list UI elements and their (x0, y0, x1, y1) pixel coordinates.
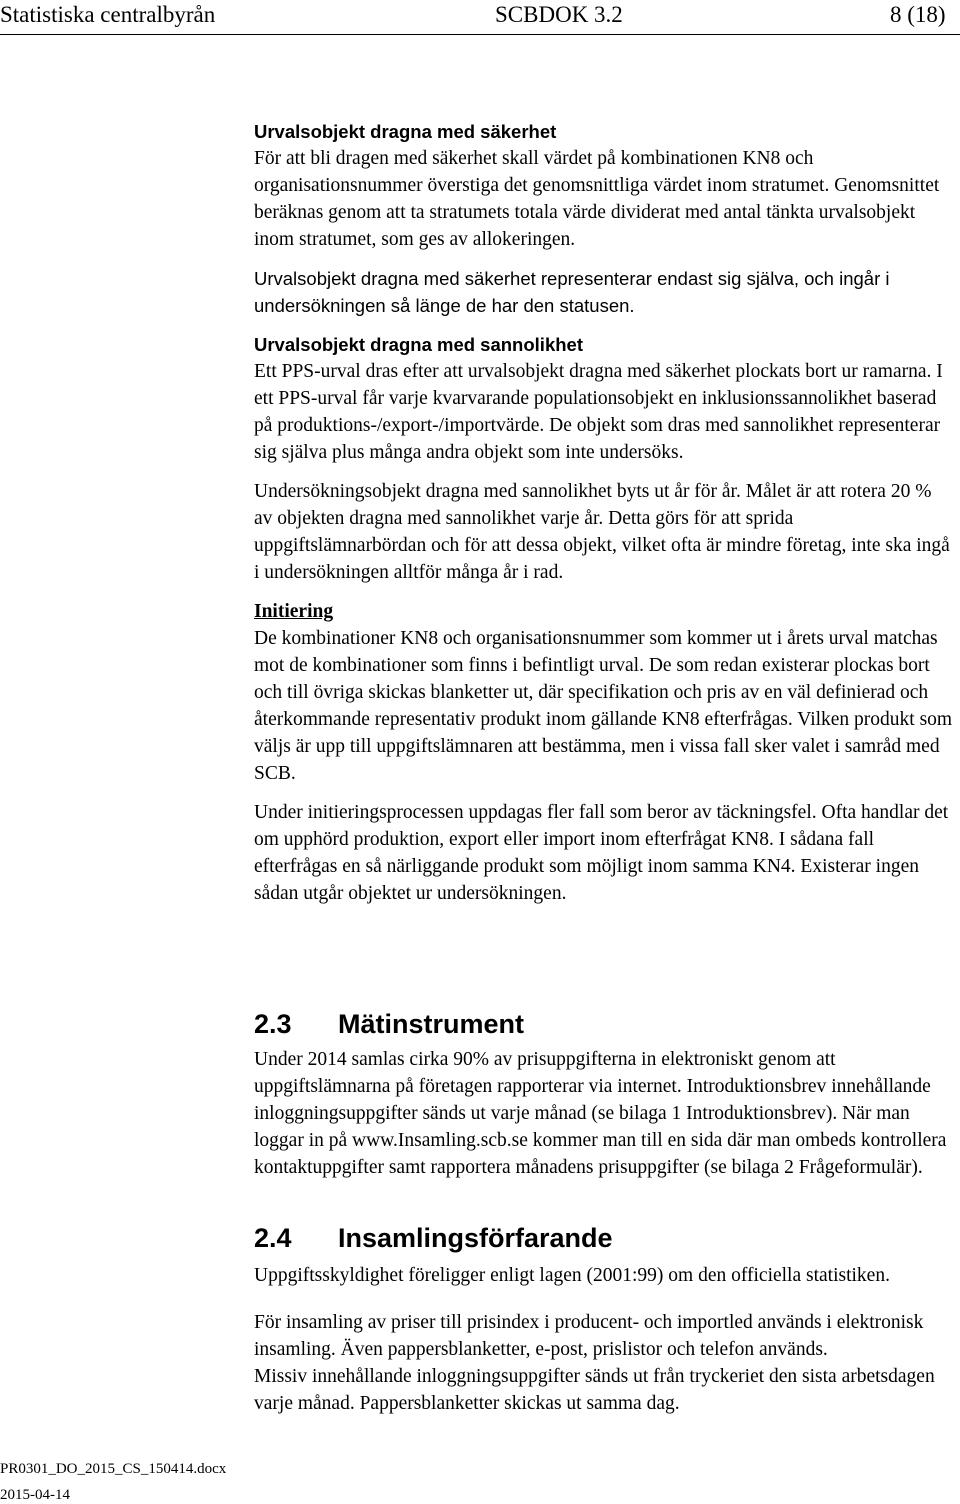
paragraph-sakerhet-2: Urvalsobjekt dragna med säkerhet representerar endast sig själva, och ingår i undersökningen så länge de har den statusen. (254, 268, 890, 316)
paragraph-initiering-1: De kombinationer KN8 och organisationsnummer som kommer ut i årets urval matchas mot de kombinationer som finns i befintligt urval. De som redan existerar plockas bort och till övriga skickas blanketter ut, där specifikation och pris av en väl definierad och återkommande representativ produkt inom gällande KN8 efterfrågas. Vilken produkt som väljs är upp till uppgiftslämnaren att bestämma, men i vissa fall sker valet i samråd med SCB. (254, 628, 953, 784)
heading-sakerhet: Urvalsobjekt dragna med säkerhet (254, 121, 557, 142)
header-organization: Statistiska centralbyrån (0, 2, 216, 27)
section-title: Mätinstrument (338, 1009, 525, 1039)
paragraph-initiering-2: Under initieringsprocessen uppdagas fler fall som beror av täckningsfel. Ofta handlar det om upphörd produktion, export eller import inom efterfrågat KN8. I sådana fall efterfrågas en så närliggande produkt som möjligt inom samma KN4. Existerar ingen sådan utgår objektet ur undersökningen. (254, 802, 949, 904)
paragraph-insamling-3: Missiv innehållande inloggningsuppgifter sänds ut från tryckeriet den sista arbetsdagen varje månad. Pappersblanketter skickas ut samma dag. (254, 1366, 935, 1414)
footer-date: 2015-04-14 (0, 1487, 70, 1503)
section-number: 2.4 (254, 1223, 292, 1253)
header-divider (0, 34, 960, 35)
heading-sannolikhet: Urvalsobjekt dragna med sannolikhet (254, 334, 583, 355)
paragraph-sannolikhet-2: Undersökningsobjekt dragna med sannolikhet byts ut år för år. Målet är att rotera 20 % av objekten dragna med sannolikhet varje år. Detta görs för att sprida uppgiftslämnarbördan och för att dessa objekt, vilket ofta är mindre företag, inte ska ingå i undersökningen alltför många år i rad. (254, 481, 950, 583)
header-page-number: 8 (18) (890, 2, 946, 27)
section-title: Insamlingsförfarande (338, 1223, 613, 1253)
section-2-4-body (254, 1262, 954, 1417)
paragraph-sakerhet-1: För att bli dragen med säkerhet skall värdet på kombinationen KN8 och organisationsnummer överstiga det genomsnittliga värdet inom stratumet. Genomsnittet beräknas genom att ta stratumets totala värde dividerat med antal tänkta urvalsobjekt inom stratumet, som ges av allokeringen. (254, 148, 940, 250)
section-2-3-body (254, 1046, 954, 1181)
body-text-block (254, 118, 954, 907)
paragraph-insamling-1: Uppgiftsskyldighet föreligger enligt lagen (2001:99) om den officiella statistiken. (254, 1265, 890, 1286)
footer-filename: PR0301_DO_2015_CS_150414.docx (0, 1461, 227, 1477)
heading-initiering: Initiering (254, 601, 334, 622)
paragraph-sannolikhet-1: Ett PPS-urval dras efter att urvalsobjekt dragna med säkerhet plockats bort ur ramarna. I ett PPS-urval får varje kvarvarande populationsobjekt en inklusionssannolikhet baserad på produktions-/export-/importvärde. De objekt som dras med sannolikhet representerar sig själva plus många andra objekt som inte undersöks. (254, 361, 943, 463)
paragraph-insamling-2: För insamling av priser till prisindex i producent- och importled används i elektronisk insamling. Även pappersblanketter, e-post, prislistor och telefon används. (254, 1312, 924, 1360)
section-number: 2.3 (254, 1009, 292, 1039)
paragraph-matinstrument: Under 2014 samlas cirka 90% av prisuppgifterna in elektroniskt genom att uppgiftslämnarna på företagen rapporterar via internet. Introduktionsbrev innehållande inloggningsuppgifter sänds ut varje månad (se bilaga 1 Introduktionsbrev). När man loggar in på www.Insamling.scb.se kommer man till en sida där man ombeds kontrollera kontaktuppgifter samt rapportera månadens prisuppgifter (se bilaga 2 Frågeformulär). (254, 1049, 947, 1178)
header-document-id: SCBDOK 3.2 (495, 2, 623, 27)
